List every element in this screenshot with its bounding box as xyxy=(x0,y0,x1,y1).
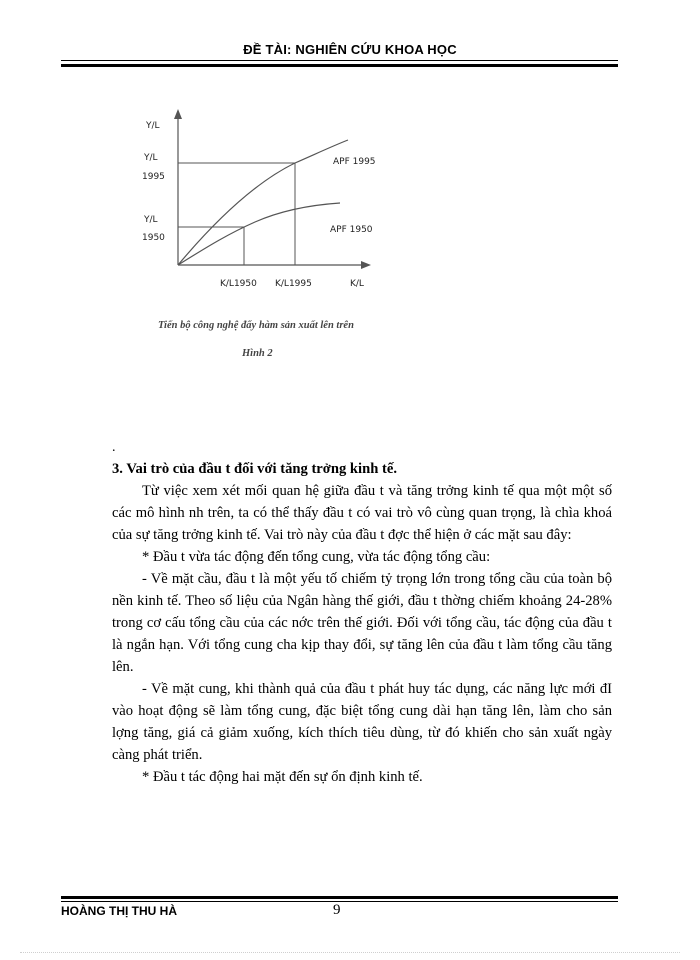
figure-number: Hình 2 xyxy=(242,348,273,359)
y-axis-label: Y/L xyxy=(146,121,160,131)
y1995-label-line1: Y/L xyxy=(144,153,158,163)
k1995-label: K/L1995 xyxy=(275,279,312,289)
paragraph-supply-side: - Về mặt cung, khi thành quả của đầu t phát huy tác dụng, các năng lực mới đI vào hoạt động sẽ làm tổng cung, đặc biệt tổng cung dài hạn tăng lên, làm cho sản lợng tăng, giá cả giảm xuống, kích thích tiêu dùng, từ đó khiến cho sản xuất ngày càng phát triển. xyxy=(112,681,612,763)
x-axis-arrow xyxy=(361,261,371,269)
y1995-label-line2: 1995 xyxy=(142,172,165,182)
stray-mark: . xyxy=(112,440,116,455)
apf-1950-label: APF 1950 xyxy=(330,225,373,235)
bottom-dotted-border xyxy=(20,952,680,953)
apf-1995-curve xyxy=(178,140,348,265)
section-body xyxy=(112,458,612,788)
y1950-label-line1: Y/L xyxy=(144,215,158,225)
apf-1950-curve xyxy=(178,203,340,265)
footer-author: HOÀNG THỊ THU HÀ xyxy=(61,904,177,918)
header-rule-thin xyxy=(61,60,618,61)
paragraph-bullet-stability: * Đầu t tác động hai mặt đến sự ổn định kinh tế. xyxy=(142,769,423,785)
footer-rule-thick xyxy=(61,896,618,899)
paragraph-bullet-supply-demand: * Đầu t vừa tác động đến tổng cung, vừa tác động tổng cầu: xyxy=(142,549,491,565)
page-number: 9 xyxy=(333,902,341,918)
apf-1995-label: APF 1995 xyxy=(333,157,376,167)
x-axis-label: K/L xyxy=(350,279,364,289)
section-heading: 3. Vai trò của đầu t đối với tăng trởng kinh tế. xyxy=(112,461,397,477)
header-rule-thick xyxy=(61,64,618,67)
y-axis-arrow xyxy=(174,109,182,119)
figure-caption: Tiến bộ công nghệ đẩy hàm sản xuất lên trên xyxy=(158,320,354,331)
production-function-figure xyxy=(120,105,450,365)
paragraph-demand-side: - Về mặt cầu, đầu t là một yếu tố chiếm tỷ trọng lớn trong tổng cầu của toàn bộ nền kinh tế. Theo số liệu của Ngân hàng thế giới, đầu t thờng chiếm khoảng 24-28% trong cơ cấu tổng cầu của các nớc trên thế giới. Đối với tổng cầu, tác động của đầu t là ngắn hạn. Với tổng cung cha kịp thay đổi, sự tăng lên của đầu t làm tổng cầu tăng lên. xyxy=(112,571,612,675)
y1950-label-line2: 1950 xyxy=(142,233,165,243)
page-header-title: ĐỀ TÀI: NGHIÊN CỨU KHOA HỌC xyxy=(243,42,457,57)
k1950-label: K/L1950 xyxy=(220,279,257,289)
paragraph-intro: Từ việc xem xét mối quan hệ giữa đầu t và tăng trởng kinh tế qua một một số các mô hình nh trên, ta có thể thấy đầu t có vai trò vô cùng quan trọng, là chìa khoá của sự tăng trởng kinh tế. Vai trò này của đầu t đợc thể hiện ở các mặt sau đây: xyxy=(112,483,612,543)
